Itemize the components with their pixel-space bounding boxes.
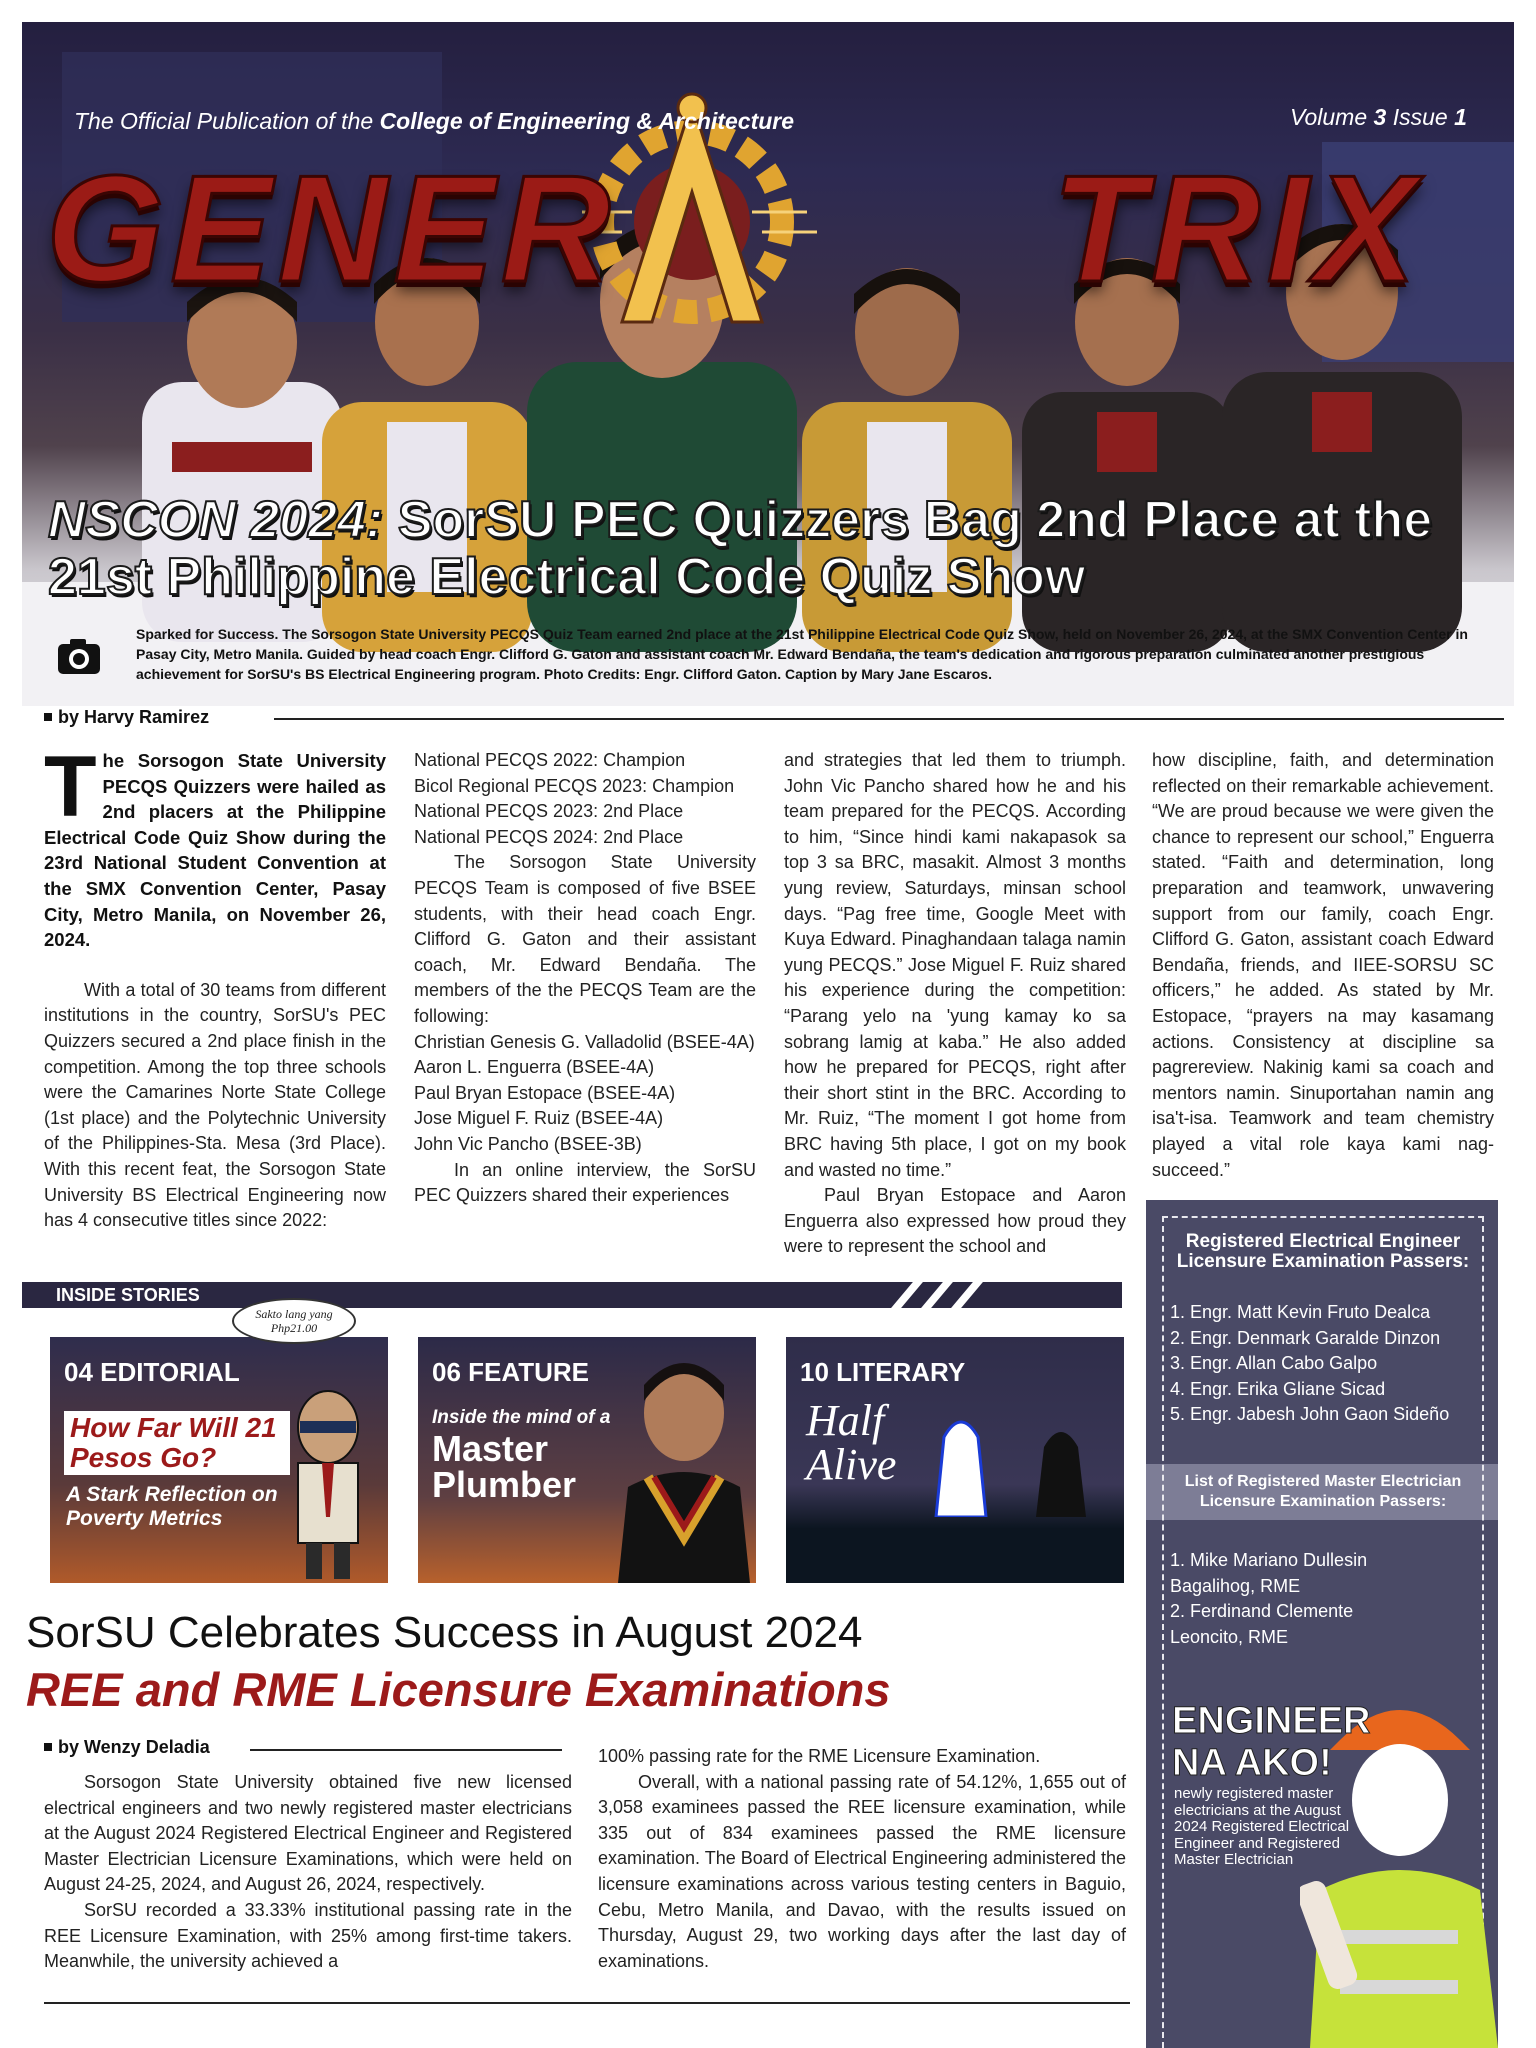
list-item: 5. Engr. Jabesh John Gaon Sideño (1170, 1404, 1450, 1425)
title-item: National PECQS 2022: Champion (414, 750, 686, 770)
caricature-illustration (270, 1387, 388, 1583)
lead-paragraph: he Sorsogon State University PECQS Quizzers were hailed as 2nd placers at the Philippine Electrical Code Quiz Show during the 23rd National Student Convention at the SMX Convention Center, Pasay City, Metro Manila, on November 26, 2024. (44, 750, 386, 951)
ree-list (1170, 1300, 1488, 1428)
cover-photo (22, 22, 1514, 706)
list-item: 2. Ferdinand Clemente (1170, 1601, 1354, 1622)
inside-stories-bar (22, 1282, 1122, 1308)
lead-column-2 (414, 748, 756, 1209)
lead-headline: NSCON 2024: SorSU PEC Quizzers Bag 2nd Place at the 21st Philippine Electrical Code Quiz Show (48, 491, 1433, 606)
second-headline-1: SorSU Celebrates Success in August 2024 (26, 1608, 863, 1657)
card-kicker: Inside the mind of a (432, 1407, 611, 1428)
volume-issue: Volume 3 Issue 1 (1290, 104, 1467, 130)
second-byline: by Wenzy Deladia (44, 1737, 210, 1758)
promo-text: newly registered master electricians at the August 2024 Registered Electrical Engineer and Registered Master Electrician (1174, 1785, 1350, 1868)
card-title-line: Half (806, 1396, 885, 1445)
member-item: John Vic Pancho (BSEE-3B) (414, 1133, 642, 1154)
paragraph: 100% passing rate for the RME Licensure Examination. (598, 1746, 1041, 1766)
list-item: 4. Engr. Erika Gliane Sicad (1170, 1378, 1386, 1399)
rme-list (1170, 1548, 1488, 1650)
lead-byline: by Harvy Ramirez (44, 707, 209, 728)
lead-column-1 (44, 739, 386, 1234)
member-item: Jose Miguel F. Ruiz (BSEE-4A) (414, 1108, 664, 1129)
publication-tagline: The Official Publication of the College of Engineering & Architecture (74, 108, 795, 134)
photo-caption: Sparked for Success. The Sorsogon State University PECQS Quiz Team earned 2nd place at the 21st Philippine Electrical Code Quiz Show, held on November 26, 2024, at the SMX Convention Center in Pasay City, Metro Manila. Guided by head coach Engr. Clifford G. Gaton and assistant coach Mr. Edward Bendaña, the team's dedication and rigorous preparation culminated another prestigious achievement for SorSU's BS Electrical Engineering program. Photo Credits: Engr. Clifford Gaton. Caption by Mary Jane Escaros. (136, 626, 1468, 682)
card-subtitle: A Stark Reflection on Poverty Metrics (66, 1483, 278, 1530)
masthead-title-left: GENER (46, 144, 617, 314)
promo-title-line: NA AKO! (1172, 1742, 1332, 1784)
masthead-title-right: TRIX (1052, 144, 1423, 314)
bottom-rule (44, 2002, 1130, 2004)
paragraph: Sorsogon State University obtained five new licensed electrical engineers and two newly registered master electricians at the August 2024 Registered Electrical Engineer and Registered Master Electrician Licensure Examinations, which were held on August 24-25, 2024, and August 26, 2024, respectively. (44, 1772, 572, 1895)
graduate-portrait (608, 1337, 756, 1583)
member-item: Paul Bryan Estopace (BSEE-4A) (414, 1082, 676, 1103)
promo-title (1172, 1700, 1370, 1784)
card-title-line: Alive (806, 1440, 897, 1489)
paragraph: how discipline, faith, and determination reflected on their remarkable achievement. “We are proud because we were given the chance to represent our school,” Enguerra stated. “Faith and determination, long preparation and teamwork, unwavering support from our family, coach Engr. Clifford G. Gaton, assistant coach Edward Bendaña, friends, and IIEE-SORSU SC officers,” he added. As stated by Mr. Estopace, “prayers na may kasamang actions. Consistency at discipline sa pagrereview. Nakinig kami sa coach and mentors namin. Sinuportahan namin ang isa't-isa. Teamwork and team chemistry played a vital role kaya kami nag-succeed.” (1152, 750, 1494, 1180)
camera-icon (56, 636, 102, 676)
card-feature[interactable] (418, 1337, 756, 1583)
card-title-line: Plumber (432, 1464, 577, 1505)
second-column-2 (598, 1744, 1126, 1974)
card-section: 10 LITERARY (800, 1357, 966, 1387)
rme-heading: List of Registered Master Electrician Licensure Examination Passers: (1184, 1473, 1462, 1510)
paragraph: Paul Bryan Estopace and Aaron Enguerra also expressed how proud they were to represent the school and (784, 1185, 1126, 1257)
paragraph: SorSU recorded a 33.33% institutional passing rate in the REE Licensure Examination, with 25% among first-time takers. Meanwhile, the university achieved a (44, 1899, 572, 1972)
list-item: 2. Engr. Denmark Garalde Dinzon (1170, 1327, 1441, 1348)
paragraph: and strategies that led them to triumph. John Vic Pancho shared how he and his team prepared for the PECQS. According to him, “Since hindi kami nakapasok sa top 3 sa BRC, masakit. Almost 3 months yung review, Saturdays, minsan school days. “Pag free time, Google Meet with Kuya Edward. Pinaghandaan talaga namin yung PECQS.” Jose Miguel F. Ruiz shared his experience during the competition: “Parang yelo na 'yung kamay ko sa sobrang lamig at kaba.” He also added how he prepared for PECQS, right after their short stint in the BRC. According to Mr. Ruiz, “The moment I got home from BRC having 5th place, I got on my book and wasted no time.” (784, 750, 1126, 1180)
card-section: 04 EDITORIAL (64, 1357, 240, 1387)
paragraph: The Sorsogon State University PECQS Team is composed of five BSEE students, with their head coach Engr. Clifford G. Gaton and their assistant coach, Mr. Edward Bendaña. The members of the the PECQS Team are the following: (414, 852, 756, 1026)
ree-heading: Registered Electrical Engineer Licensure Examination Passers: (1176, 1231, 1470, 1272)
silhouette-illustration (916, 1397, 1116, 1517)
byline-rule (250, 1749, 562, 1751)
second-column-1 (44, 1770, 572, 1975)
byline-rule (274, 718, 1504, 720)
card-editorial[interactable] (50, 1337, 388, 1583)
promo-title-line: ENGINEER (1172, 1700, 1371, 1742)
list-item: Leoncito, RME (1170, 1626, 1289, 1647)
lead-column-4 (1152, 748, 1494, 1183)
inside-stories-label: INSIDE STORIES (56, 1285, 200, 1305)
drop-cap: T (44, 739, 97, 835)
second-headline-2: REE and RME Licensure Examinations (26, 1663, 891, 1716)
title-item: National PECQS 2024: 2nd Place (414, 826, 684, 847)
paragraph: Overall, with a national passing rate of 54.12%, 1,655 out of 3,058 examinees passed the REE licensure examination, while 335 out of 834 examinees passed the RME licensure examination. The Board of Electrical Engineering administered the licensure examinations across various testing centers in Baguio, Cebu, Metro Manila, and Davao, with the results issued on Thursday, August 29, two working days after the last day of examinations. (598, 1771, 1126, 1971)
list-item: 3. Engr. Allan Cabo Galpo (1170, 1353, 1378, 1374)
title-item: National PECQS 2023: 2nd Place (414, 801, 684, 822)
member-item: Aaron L. Enguerra (BSEE-4A) (414, 1057, 655, 1078)
card-title-line: Master (432, 1428, 549, 1469)
title-item: Bicol Regional PECQS 2023: Champion (414, 775, 735, 796)
card-title: How Far Will 21 Pesos Go? (64, 1411, 290, 1475)
list-item: 1. Engr. Matt Kevin Fruto Dealca (1170, 1302, 1431, 1322)
lead-column-3 (784, 748, 1126, 1260)
card-section: 06 FEATURE (432, 1357, 589, 1387)
card-literary[interactable] (786, 1337, 1124, 1583)
member-item: Christian Genesis G. Valladolid (BSEE-4A) (414, 1031, 755, 1052)
speech-bubble: Sakto lang yang Php21.00 (232, 1298, 356, 1344)
list-item: Bagalihog, RME (1170, 1575, 1301, 1596)
list-item: 1. Mike Mariano Dullesin (1170, 1550, 1368, 1570)
paragraph: In an online interview, the SorSU PEC Quizzers shared their experiences (414, 1159, 756, 1206)
paragraph: With a total of 30 teams from different institutions in the country, SorSU's PEC Quizzers secured a 2nd place finish in the competition. Among the top three schools were the Camarines Norte State College (1st place) and the Polytechnic University of the Philippines-Sta. Mesa (3rd Place). With this recent feat, the Sorsogon State University BS Electrical Engineering now has 4 consecutive titles since 2022: (44, 979, 386, 1231)
